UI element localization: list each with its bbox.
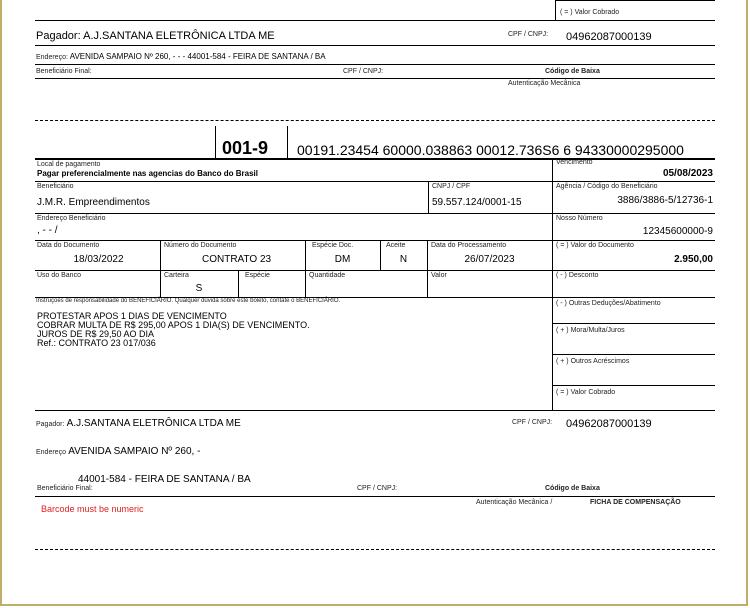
carteira-value: S	[195, 283, 203, 294]
barcode-error: Barcode must be numeric	[41, 504, 144, 514]
cnpj-cpf-label: CNPJ / CPF	[432, 183, 471, 190]
instrucao-line: COBRAR MULTA DE R$ 295,00 APOS 1 DIA(S) DE VENCIMENTO.	[37, 320, 310, 330]
col-divider-2	[305, 240, 306, 297]
instrucao-line: Ref.: CONTRATO 23 017/036	[37, 338, 156, 348]
instrucoes-bottom-line	[35, 410, 715, 411]
right-column-divider	[552, 158, 553, 410]
instrucoes-label: Instruções de responsabilidade do BENEFICIÁRIO. Qualquer dúvida sobre este boleto, contate o BENEFICIÁRIO.	[36, 298, 341, 304]
nosso-numero-label: Nosso Número	[556, 215, 603, 222]
top-autenticacao: Autenticação Mecânica	[508, 80, 581, 87]
data-documento-label: Data do Documento	[37, 242, 100, 249]
top-divider	[555, 0, 556, 20]
row4-line	[35, 270, 715, 271]
top-benef-final-label: Beneficiário Final:	[36, 68, 92, 75]
top-cpf-label-2: CPF / CNPJ:	[343, 68, 384, 75]
endereco-benef-label: Endereço Beneficiário	[37, 215, 106, 222]
right-line-3	[552, 385, 715, 386]
cnpj-cpf-value: 59.557.124/0001-15	[432, 197, 522, 208]
top-endereco	[36, 52, 326, 61]
right-line-2	[552, 354, 715, 355]
bottom-cpf-label: CPF / CNPJ:	[512, 419, 553, 426]
top-cpf-value: 04962087000139	[566, 31, 652, 43]
top-endereco-label: Endereço:	[36, 54, 68, 61]
header-divider-left	[215, 126, 216, 160]
data-documento-value: 18/03/2022	[73, 254, 124, 265]
data-processamento-value: 26/07/2023	[464, 254, 515, 265]
aceite-label: Aceite	[386, 242, 406, 249]
digitable-line: 00191.23454 60000.038863 00012.736S6 6 94330000295000	[297, 142, 684, 158]
bottom-cpf-label-2: CPF / CNPJ:	[357, 485, 398, 492]
vencimento-label: Vencimento	[556, 159, 593, 166]
col-divider-4	[427, 240, 428, 297]
vencimento-value: 05/08/2023	[662, 168, 713, 179]
numero-documento-label: Número do Documento	[164, 242, 237, 249]
top-line	[555, 0, 715, 1]
instrucao-line: JUROS DE R$ 29,50 AO DIA	[37, 329, 155, 339]
data-processamento-label: Data do Processamento	[431, 242, 507, 249]
bottom-endereco-label: Endereço	[36, 449, 66, 456]
bottom-codigo-baixa: Código de Baixa	[545, 485, 600, 492]
especie-doc-value: DM	[334, 254, 351, 265]
beneficiario-value: J.M.R. Empreendimentos	[37, 197, 150, 208]
row2-line	[35, 213, 715, 214]
top-pagador-value: A.J.SANTANA ELETRÔNICA LTDA ME	[83, 30, 275, 42]
ficha-compensacao: FICHA DE COMPENSAÇÃO	[590, 499, 681, 506]
bottom-cpf-value: 04962087000139	[566, 418, 652, 430]
agencia-value: 3886/3886-5/12736-1	[617, 195, 713, 206]
cnpj-divider	[428, 181, 429, 213]
row3-line	[35, 240, 715, 241]
bottom-autenticacao: Autenticação Mecânica /	[476, 499, 553, 506]
right-line-1	[552, 323, 715, 324]
header-divider-right	[287, 126, 288, 160]
bank-code: 001-9	[222, 138, 269, 158]
valor-label: Valor	[431, 272, 447, 279]
especie-doc-label: Espécie Doc.	[312, 242, 354, 249]
valor-documento-value: 2.950,00	[674, 254, 713, 265]
top-cpf-label: CPF / CNPJ:	[508, 31, 549, 38]
bottom-endereco	[36, 446, 200, 457]
endereco-benef-value: , - - /	[37, 225, 58, 236]
top-codigo-baixa: Código de Baixa	[545, 68, 600, 75]
bottom-pagador	[36, 418, 241, 429]
top-valor-cobrado-label: ( = ) Valor Cobrado	[560, 9, 620, 16]
valor-cobrado-label: ( = ) Valor Cobrado	[556, 389, 616, 396]
cut-line-top	[35, 120, 715, 121]
bottom-endereco-value-2: 44001-584 - FEIRA DE SANTANA / BA	[78, 474, 251, 485]
bottom-line	[35, 496, 715, 497]
outros-acrescimos-label: ( + ) Outros Acréscimos	[556, 358, 630, 365]
instrucoes-block	[37, 312, 310, 348]
top-pagador	[36, 30, 275, 42]
col-divider-5	[238, 270, 239, 297]
bottom-endereco-value: AVENIDA SAMPAIO Nº 260, -	[68, 446, 201, 457]
especie-label: Espécie	[245, 272, 270, 279]
top-final-line	[35, 78, 715, 79]
numero-documento-value: CONTRATO 23	[202, 254, 272, 265]
bottom-pagador-value: A.J.SANTANA ELETRÔNICA LTDA ME	[66, 418, 241, 429]
top-pagador-label: Pagador:	[36, 30, 81, 42]
bottom-pagador-label: Pagador:	[36, 421, 65, 428]
quantidade-label: Quantidade	[309, 272, 346, 279]
top-endereco-value: AVENIDA SAMPAIO Nº 260, - - - 44001-584 - FEIRA DE SANTANA / BA	[69, 52, 326, 61]
uso-banco-label: Uso do Banco	[37, 272, 81, 279]
valor-documento-label: ( = ) Valor do Documento	[556, 242, 634, 249]
bottom-benef-final-label: Beneficiário Final:	[37, 485, 93, 492]
row1-line	[35, 181, 715, 182]
header-line	[35, 158, 715, 160]
cut-line-bottom	[35, 549, 715, 550]
beneficiario-label: Beneficiário	[37, 183, 74, 190]
mora-label: ( + ) Mora/Multa/Juros	[556, 327, 625, 334]
top-receipt-line	[35, 20, 715, 21]
aceite-value: N	[399, 254, 408, 265]
carteira-label: Carteira	[164, 272, 189, 279]
nosso-numero-value: 12345600000-9	[642, 226, 713, 237]
desconto-label: ( - ) Desconto	[556, 272, 599, 279]
agencia-label: Agência / Código do Beneficiário	[556, 183, 658, 190]
outras-deducoes-label: ( - ) Outras Deduções/Abatimento	[556, 300, 661, 307]
top-endereco-line	[35, 64, 715, 65]
local-pagamento-value: Pagar preferencialmente nas agencias do Banco do Brasil	[37, 169, 258, 178]
instrucao-line: PROTESTAR APOS 1 DIAS DE VENCIMENTO	[37, 311, 227, 321]
top-pagador-line	[35, 45, 715, 46]
local-pagamento-label: Local de pagamento	[37, 161, 101, 168]
